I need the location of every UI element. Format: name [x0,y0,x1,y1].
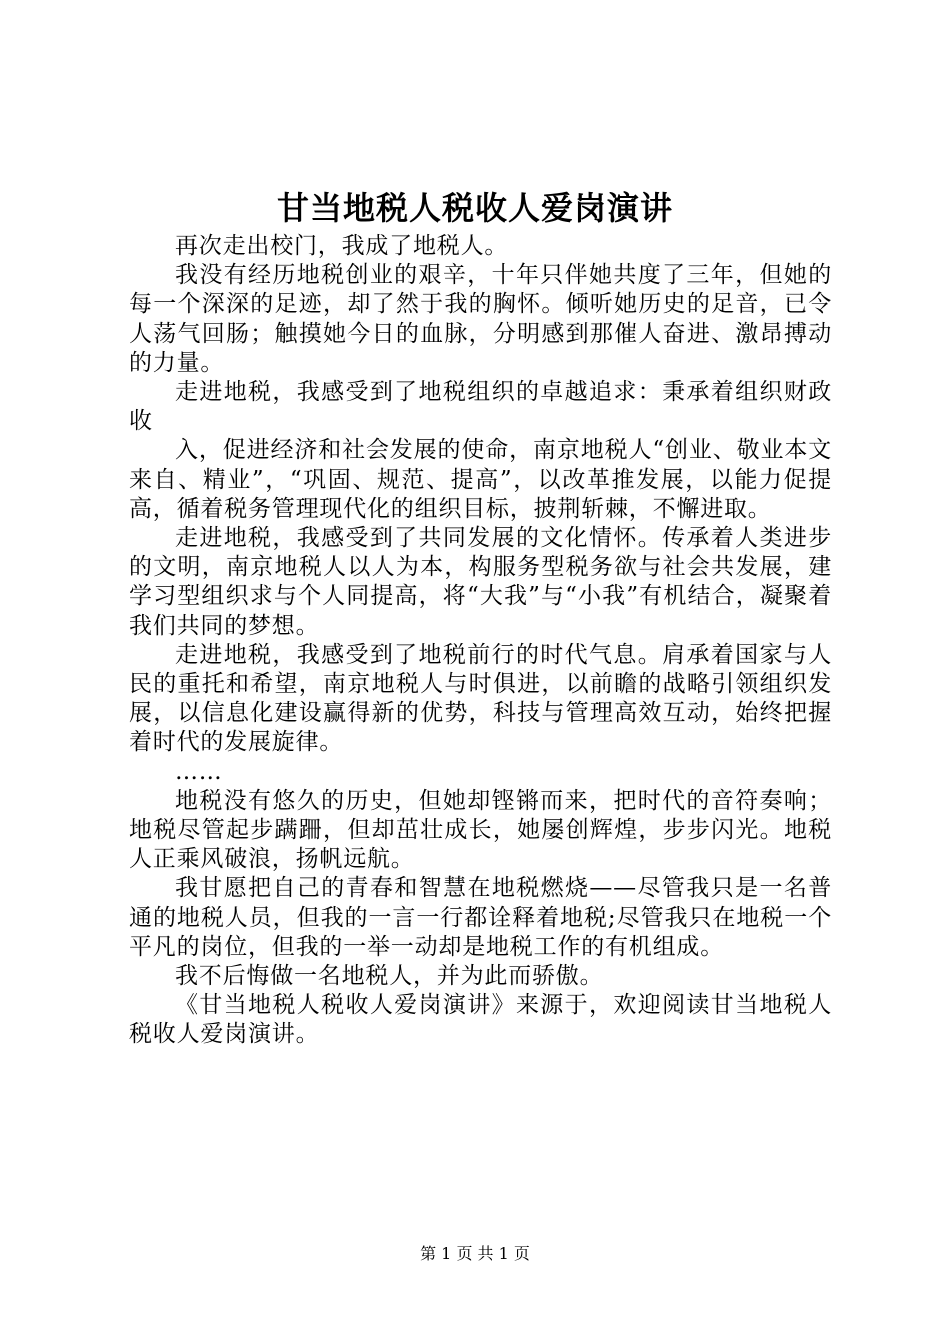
paragraph: 地税没有悠久的历史，但她却铿锵而来，把时代的音符奏响；地税尽管起步蹒跚，但却茁壮成长，她屡创辉煌，步步闪光。地税人正乘风破浪，扬帆远航。 [129,787,832,873]
paragraph: 我不后悔做一名地税人，并为此而骄傲。 [175,963,604,990]
paragraph: 我没有经历地税创业的艰辛，十年只伴她共度了三年，但她的每一个深深的足迹，却了然于我的胸怀。倾听她历史的足音，已令人荡气回肠；触摸她今日的血脉，分明感到那催人奋进、激昂搏动的力量。 [129,262,832,376]
paragraph: 走进地税，我感受到了地税前行的时代气息。肩承着国家与人民的重托和希望，南京地税人与时俱进，以前瞻的战略引领组织发展，以信息化建设赢得新的优势，科技与管理高效互动，始终把握着时代的发展旋律。 [129,641,832,756]
document-body [129,232,832,1050]
paragraph: 走进地税，我感受到了地税组织的卓越追求：秉承着组织财政收 [129,379,832,435]
paragraph: 再次走出校门，我成了地税人。 [175,233,509,259]
page-footer: 第 1 页 共 1 页 [420,1244,530,1263]
paragraph: 走进地税，我感受到了共同发展的文化情怀。传承着人类进步的文明，南京地税人以人为本，构服务型税务欲与社会共发展，建学习型组织求与个人同提高，将“大我”与“小我”有机结合，凝聚着我们共同的梦想。 [129,525,832,639]
ellipsis-paragraph: …… [175,758,223,785]
paragraph: 我甘愿把自己的青春和智慧在地税燃烧——尽管我只是一名普通的地税人员，但我的一言一行都诠释着地税;尽管我只在地税一个平凡的岗位，但我的一举一动却是地税工作的有机组成。 [129,875,832,960]
paragraph: 入，促进经济和社会发展的使命，南京地税人“创业、敬业本文来自、精业”，“巩固、规范、提高”，以改革推发展，以能力促提高，循着税务管理现代化的组织目标，披荆斩棘，不懈进取。 [129,437,832,522]
paragraph: 《甘当地税人税收人爱岗演讲》来源于，欢迎阅读甘当地税人税收人爱岗演讲。 [129,992,832,1048]
document-title: 甘当地税人税收人爱岗演讲 [276,189,673,227]
